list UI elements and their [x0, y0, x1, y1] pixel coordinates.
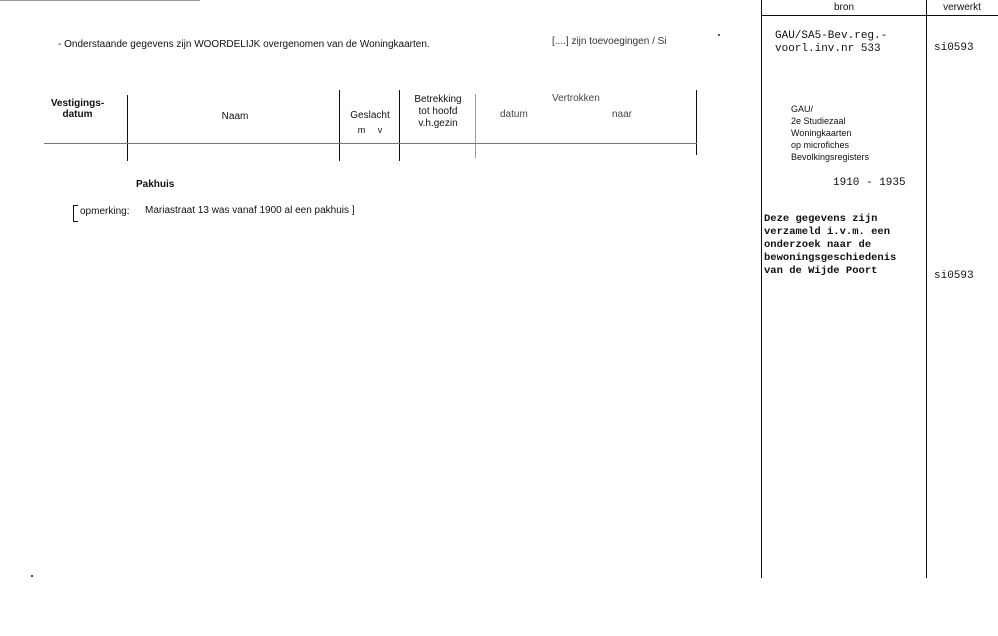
- header-vertrokken: Vertrokken: [552, 93, 600, 104]
- header-geslacht-sub: m v: [357, 125, 383, 135]
- additions-note: [....] zijn toevoegingen / Si: [552, 36, 667, 47]
- col-divider-5: [696, 90, 697, 155]
- col-divider-3: [399, 90, 400, 161]
- source1: GAU/SA5-Bev.reg.- voorl.inv.nr 533: [775, 30, 888, 55]
- source2-line: GAU/: [791, 104, 814, 114]
- bron-header: bron: [833, 2, 854, 13]
- header-betrekking: Betrekking tot hoofd v.h.gezin: [414, 94, 462, 129]
- entry-pakhuis: Pakhuis: [136, 179, 175, 190]
- header-naar: naar: [612, 109, 633, 120]
- col-divider-1: [127, 95, 128, 161]
- header-underline: [44, 143, 697, 144]
- source2-line: Bevolkingsregisters: [791, 152, 870, 162]
- col-divider-4: [475, 94, 476, 158]
- source2-line: op microfiches: [791, 140, 850, 150]
- header-datum: datum: [500, 109, 528, 120]
- side-col-divider: [926, 0, 927, 578]
- verwerkt1: si0593: [934, 42, 974, 54]
- verwerkt2: si0593: [934, 270, 974, 282]
- source2-block: [791, 103, 869, 163]
- opmerking-bracket: [73, 205, 78, 222]
- source2-line: Woningkaarten: [791, 128, 852, 138]
- notice-text: - Onderstaande gegevens zijn WOORDELIJK overgenomen van de Woningkaarten.: [58, 39, 430, 50]
- source2-years: 1910 - 1935: [833, 177, 906, 189]
- header-naam: Naam: [221, 111, 249, 122]
- stray-dot: [31, 575, 33, 577]
- header-geslacht: Geslacht: [350, 110, 390, 121]
- mark-dot: [718, 34, 720, 36]
- verwerkt-header: verwerkt: [943, 2, 981, 13]
- side-top-rule: [762, 15, 998, 16]
- opmerking-text: Mariastraat 13 was vanaf 1900 al een pakhuis ]: [145, 205, 355, 216]
- top-rule: [0, 0, 200, 1]
- header-vestigingsdatum: Vestigings- datum: [50, 98, 105, 120]
- col-divider-2: [339, 90, 340, 161]
- source2-line: 2e Studiezaal: [791, 116, 846, 126]
- side-left-border: [761, 0, 762, 578]
- opmerking-label: opmerking:: [80, 206, 130, 217]
- research-note: Deze gegevens zijn verzameld i.v.m. een onderzoek naar de bewoningsgeschiedenis van de Wijde Poort: [764, 213, 897, 277]
